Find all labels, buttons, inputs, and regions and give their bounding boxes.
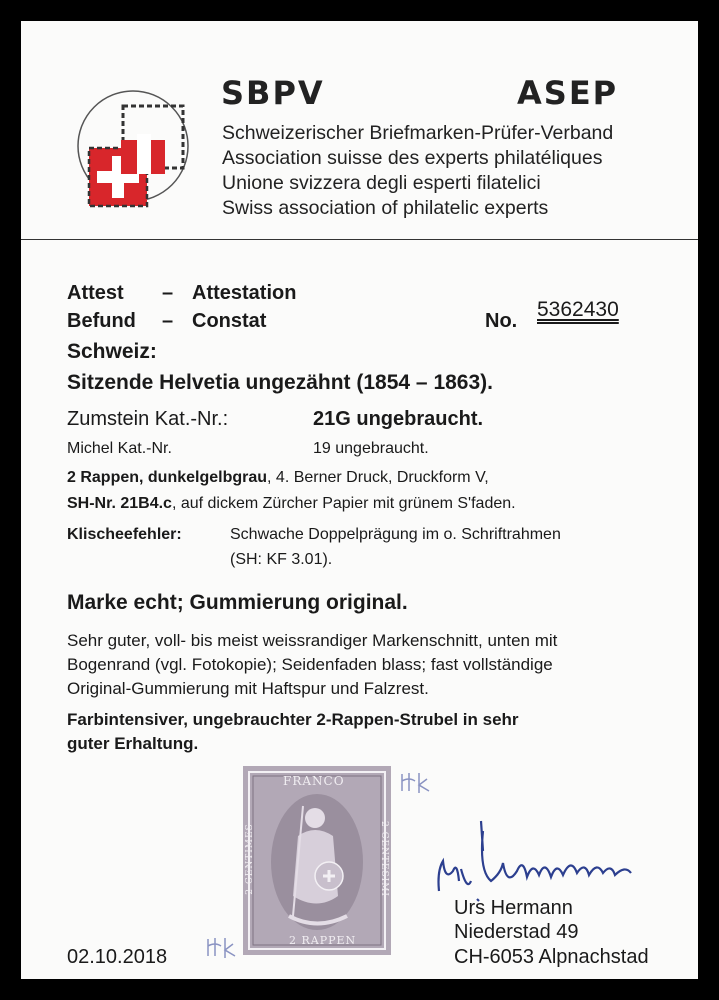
association-name-en: Swiss association of philatelic experts <box>222 197 549 219</box>
paper-details: , auf dickem Zürcher Papier mit grünem S'faden. <box>171 495 516 512</box>
certificate-number: 5362430 <box>537 298 619 321</box>
expert-mark-top <box>399 769 439 799</box>
colour-name: 2 Rappen, dunkelgelbgrau <box>67 469 268 486</box>
stamp-bottom-text: 2 RAPPEN <box>289 934 357 947</box>
certificate-number-label: No. <box>485 310 518 332</box>
flaw-text: Schwache Doppelprägung im o. Schriftrahmen <box>230 526 561 543</box>
verdict: Marke echt; Gummierung original. <box>67 591 408 614</box>
brand-sbpv: SBPV <box>221 74 325 112</box>
description-line-1 <box>67 469 489 487</box>
stamp-top-text: FRANCO <box>283 774 345 788</box>
issue-title: Sitzende Helvetia ungezähnt (1854 – 1863). <box>67 371 493 394</box>
description-line-2 <box>67 495 516 513</box>
stamp-left-text: 2 CENTIMES <box>245 823 255 895</box>
expert-name: Urs Hermann <box>454 897 573 919</box>
stamp-right-text: 2 CENTESIMI <box>379 821 389 897</box>
certificate <box>21 21 698 979</box>
summary-line-1: Farbintensiver, ungebrauchter 2-Rappen-Strubel in sehr <box>67 710 519 729</box>
print-details: , 4. Berner Druck, Druckform V, <box>267 469 489 486</box>
expert-street: Niederstad 49 <box>454 921 579 943</box>
stamp-image <box>243 766 391 955</box>
expert-mark-bottom <box>205 934 245 964</box>
michel-label: Michel Kat.-Nr. <box>67 440 172 457</box>
zumstein-label: Zumstein Kat.-Nr.: <box>67 408 229 430</box>
issue-date: 02.10.2018 <box>67 946 168 968</box>
flaw-label: Klischeefehler: <box>67 526 182 543</box>
condition-line-1: Sehr guter, voll- bis meist weissrandiger Markenschnitt, unten mit <box>67 631 558 650</box>
summary-line-2: guter Erhaltung. <box>67 734 199 753</box>
title-attestation: Attestation <box>192 282 297 304</box>
michel-value: 19 ungebraucht. <box>313 440 429 457</box>
association-name-fr: Association suisse des experts philatéliques <box>222 147 603 169</box>
title-constat: Constat <box>192 310 267 332</box>
title-dash-1: – <box>162 282 174 304</box>
association-names <box>222 121 613 221</box>
condition-line-3: Original-Gummierung mit Haftspur und Falzrest. <box>67 679 429 698</box>
header-divider <box>21 239 698 240</box>
association-name-de: Schweizerischer Briefmarken-Prüfer-Verband <box>222 122 614 144</box>
country: Schweiz: <box>67 340 157 363</box>
title-attest: Attest <box>67 282 124 304</box>
sh-number: SH-Nr. 21B4.c <box>67 495 172 512</box>
brand-asep: ASEP <box>517 74 619 112</box>
title-befund: Befund <box>67 310 136 332</box>
condition-line-2: Bogenrand (vgl. Fotokopie); Seidenfaden blass; fast vollständige <box>67 655 553 674</box>
association-name-it: Unione svizzera degli esperti filatelici <box>222 172 541 194</box>
flaw-reference: (SH: KF 3.01). <box>230 551 333 568</box>
expert-city: CH-6053 Alpnachstad <box>454 946 649 968</box>
zumstein-value: 21G ungebraucht. <box>313 408 484 430</box>
title-dash-2: – <box>162 310 174 332</box>
sbpv-logo <box>61 76 211 226</box>
